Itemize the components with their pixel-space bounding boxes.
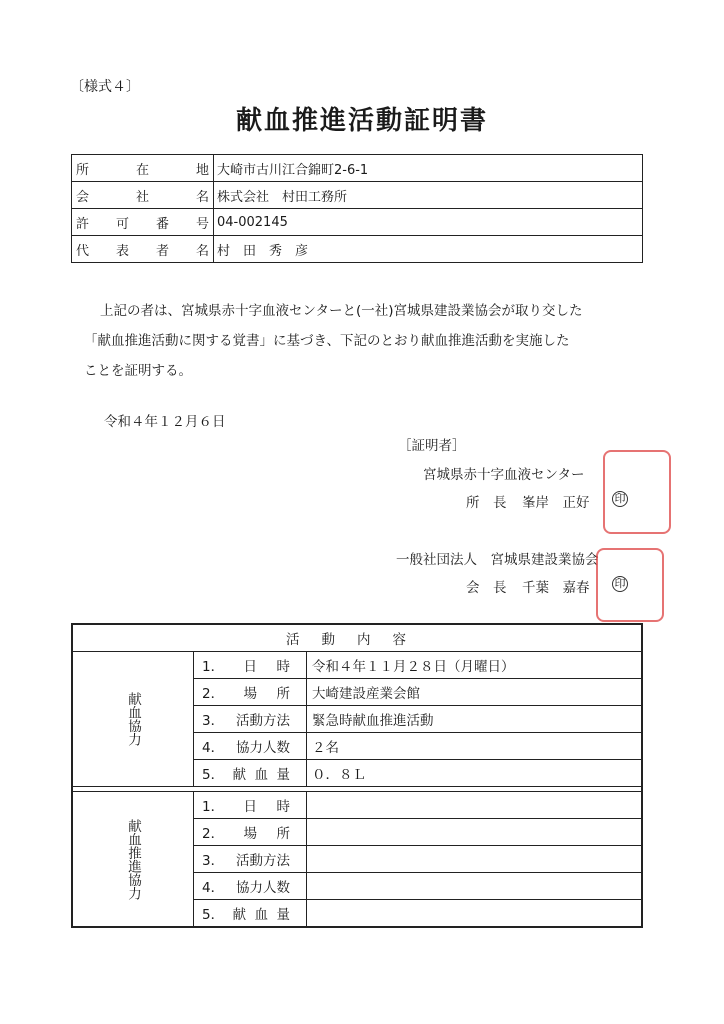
activity-row — [72, 652, 642, 679]
info-label-cell — [72, 155, 214, 182]
activity-group-label: 献血協力 — [72, 652, 194, 787]
activity-label-cell — [194, 873, 307, 900]
seal-mark-2: 印 — [612, 576, 628, 592]
info-value: 大崎市古川江合錦町2-6-1 — [214, 155, 643, 182]
activity-label-cell — [194, 679, 307, 706]
activity-row — [72, 792, 642, 819]
certification-text — [84, 296, 644, 386]
body-line: 上記の者は、宮城県赤十字血液センターと(一社)宮城県建設業協会が取り交した — [100, 303, 583, 319]
certifier-org-1: 宮城県赤十字血液センター — [423, 467, 585, 483]
activity-value — [307, 900, 643, 928]
seal-mark-1: 印 — [612, 491, 628, 507]
activity-label-cell — [194, 819, 307, 846]
activity-label: 1． 日 時 — [202, 659, 290, 675]
certifier-2-name: 千葉 嘉春 — [522, 580, 590, 596]
activity-label: 2． 場 所 — [202, 826, 290, 842]
company-info-table — [71, 154, 643, 263]
body-line: 「献血推進活動に関する覚書」に基づき、下記のとおり献血推進活動を実施した — [84, 333, 570, 349]
certifier-label: ［証明者］ — [398, 438, 466, 454]
info-row — [72, 155, 643, 182]
activity-label-cell — [194, 652, 307, 679]
red-seal-stamp-2 — [596, 548, 664, 622]
activity-value — [307, 846, 643, 873]
form-number: 〔様式４〕 — [70, 79, 140, 95]
activity-label-cell — [194, 706, 307, 733]
certifier-2-role: 会 長 — [466, 580, 507, 596]
activity-label-cell — [194, 846, 307, 873]
info-row — [72, 182, 643, 209]
info-row — [72, 236, 643, 263]
info-value: 株式会社 村田工務所 — [214, 182, 643, 209]
activity-label-cell — [194, 760, 307, 787]
info-label: 所 在 地 — [76, 162, 209, 178]
red-seal-stamp-1 — [603, 450, 671, 534]
info-label: 会 社 名 — [76, 189, 209, 205]
info-label-cell — [72, 182, 214, 209]
activity-value: ２名 — [307, 733, 643, 760]
activity-value: ０．８Ｌ — [307, 760, 643, 787]
info-label-cell — [72, 236, 214, 263]
activity-label: 5． 献 血 量 — [202, 907, 290, 923]
body-line: ことを証明する。 — [84, 363, 192, 379]
activity-value: 大崎建設産業会館 — [307, 679, 643, 706]
activity-value — [307, 873, 643, 900]
activity-label: 2． 場 所 — [202, 686, 290, 702]
info-label-cell — [72, 209, 214, 236]
info-label: 代 表 者 名 — [76, 243, 209, 259]
activity-label-cell — [194, 792, 307, 819]
activity-label-cell — [194, 900, 307, 928]
activity-value: 令和４年１１月２８日（月曜日） — [307, 652, 643, 679]
activity-value — [307, 819, 643, 846]
info-label: 許 可 番 号 — [76, 216, 209, 232]
certifier-1-role: 所 長 — [466, 495, 507, 511]
info-row — [72, 209, 643, 236]
certifier-1-name: 峯岸 正好 — [522, 495, 590, 511]
activity-label: 4． 協力人数 — [202, 880, 290, 896]
issue-date: 令和４年１２月６日 — [104, 414, 226, 430]
info-value: 04-002145 — [214, 209, 643, 236]
activity-label-cell — [194, 733, 307, 760]
activity-label: 4． 協力人数 — [202, 740, 290, 756]
activity-value — [307, 792, 643, 819]
activity-label: 3． 活動方法 — [202, 713, 290, 729]
document-title: 献血推進活動証明書 — [235, 106, 488, 136]
activity-header: 活動内容 — [72, 624, 642, 652]
activity-value: 緊急時献血推進活動 — [307, 706, 643, 733]
info-value: 村 田 秀 彦 — [214, 236, 643, 263]
activity-label: 3． 活動方法 — [202, 853, 290, 869]
activity-table — [71, 623, 643, 928]
activity-group-label: 献血推進協力 — [72, 792, 194, 928]
certifier-org-2: 一般社団法人 宮城県建設業協会 — [396, 552, 599, 568]
activity-label: 1． 日 時 — [202, 799, 290, 815]
activity-label: 5． 献 血 量 — [202, 767, 290, 783]
